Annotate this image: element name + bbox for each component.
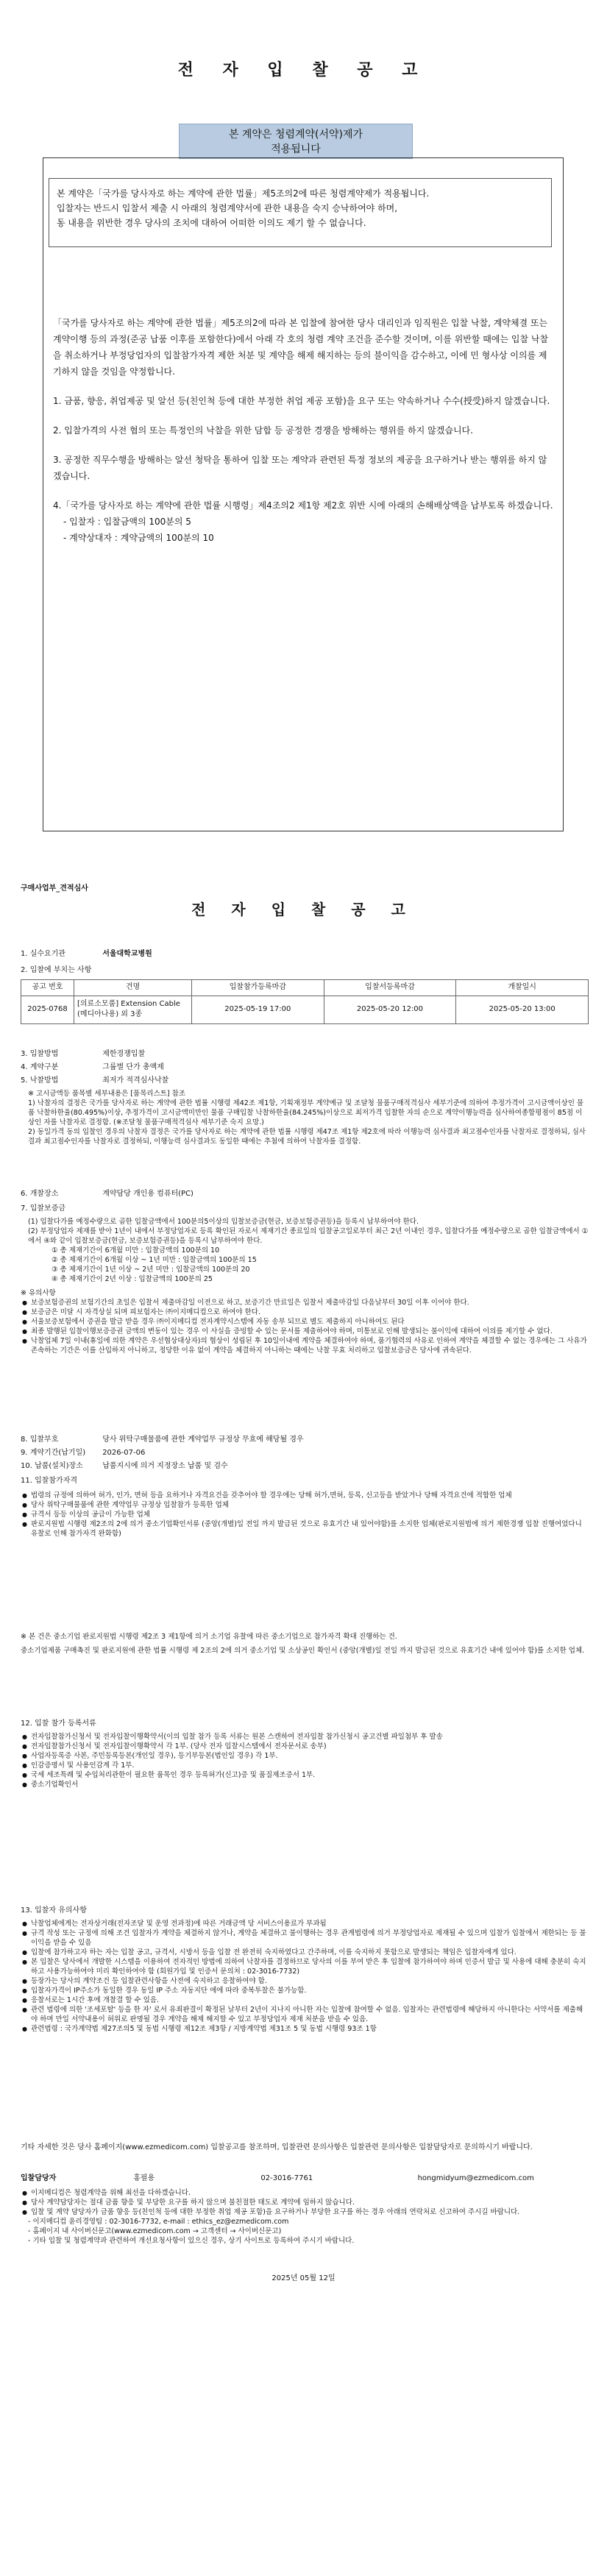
spec-value: 당사 위탁구매물품에 관한 계약업무 규정상 무효에 해당될 경우 [102, 1436, 304, 1444]
place-label: 10. 납품(설치)장소 [21, 1462, 83, 1470]
docs-5: ● 국세 세조특례 및 수입처리관한이 필요한 품목인 경우 등록허가(신고)증 및 품질제조증서 1부. [21, 1770, 589, 1780]
cell-notice-no: 2025-0768 [21, 996, 74, 1023]
pledge-intro: 「국가를 당사자로 하는 계약에 관한 법률」제5조의2에 따라 본 입찰에 참여한 당사 대리인과 임직원은 입찰 낙찰, 계약체결 또는 계약이행 등의 과정(준공 납품 이후를 포함한다)에서 아래 각 호의 청렴 계약 조건을 준수할 것이며, 이를 위반할 때에는 입찰 낙찰을 취소하거나 부정당업자의 입찰참가자격 제한 처분 및 계약을 해제 해지하는 등의 불이익을 감수하고, 이에 민 형사상 이의를 제기하지 않을 것임을 약정합니다. [53, 318, 549, 377]
award-label: 5. 낙찰방법 [21, 1076, 59, 1085]
bid-title: 전 자 입 찰 공 고 [191, 901, 416, 918]
foot-1: ● 이지메디컴은 청렴계약을 위해 최선을 다하겠습니다. [21, 2188, 589, 2198]
th-bid-deadline: 입찰서등록마감 [324, 980, 456, 996]
pledge-terms [53, 315, 553, 546]
sme-note-2: 중소기업제품 구매촉진 및 판로지원에 관한 법률 시행령 제 2조의 2에 의거 중소기업 및 소상공인 확인서 (중앙(개별)일 전일 까지 발급된 것으로 유효기간 내에 있어야 함)를 소지한 업체. [21, 1647, 585, 1655]
method-row [21, 1049, 145, 1060]
contact-row [21, 2174, 589, 2184]
method-label: 3. 입찰방법 [21, 1050, 59, 1058]
notes-7: ● 응찰서로는 1시간 후에 개찰결 할 수 있음. [21, 1995, 589, 2005]
org-value: 서울대학교병원 [102, 950, 152, 958]
period-label: 9. 계약기간(납기일) [21, 1449, 86, 1457]
period-row [21, 1448, 145, 1459]
deposit-2: (2) 부정당업자 제재를 받아 1년이 내에서 부정당업자로 등록 확인된 자로서 제재기간 종료일의 입찰공고일로부터 최근 2년 이내인 경우, 입찰다가를 예정수량으로 곱한 입찰금액에서 ①에서 ④와 같이 입찰보증금(현금, 보증보험증권등)을 등록시 납부하여야 한다. [28, 1227, 589, 1245]
period-value: 2026-07-06 [102, 1449, 146, 1457]
th-item-name: 건명 [74, 980, 192, 996]
th-reg-deadline: 입찰참가등록마감 [192, 980, 324, 996]
foot-5[interactable]: - 홈페이지 내 사이버신문고(www.ezmedicom.com → 고객센터 → 사이버신문고) [28, 2227, 282, 2235]
org-row [21, 949, 152, 960]
caution-5: ● 낙찰업체 7일 이내(휴일에 의한 계약은 우선협상대상자)의 협상이 성립된 후 10일이내에 계약을 체결하여야 하며, 품기협력의 사유로 인하여 계약을 체결할 수 없는 경우에는 그 사유가 존속하는 기간은 이를 산입하지 아니하고, 정당한 이유 없이 계약을 체결하지 아니하는 때에는 낙찰 무효 처리하고 입찰보증금은 당사에 귀속된다. [21, 1336, 589, 1355]
spec-row [21, 1435, 304, 1446]
caution-2: ● 보증금은 미달 시 자격상실 되며 피보험자는 ㈜이지메디컴으로 하여야 한다. [21, 1307, 589, 1317]
notes-block [21, 1919, 589, 2034]
docs-4: ● 인감증명서 및 사용인감계 각 1부. [21, 1761, 589, 1770]
foot-2: ● 당사 계약담당자는 절대 금품 향응 및 부당한 요구를 하지 않으며 불친절한 태도로 계약에 임하지 않습니다. [21, 2198, 589, 2207]
table-header-row [21, 980, 589, 996]
cell-reg-deadline: 2025-05-19 17:00 [192, 996, 324, 1023]
foot-block [21, 2188, 589, 2246]
notes-label: 13. 입찰자 유의사항 [21, 1906, 87, 1915]
contract-value: 그룹별 단가 총액제 [102, 1063, 164, 1071]
sme-block [21, 1632, 589, 1656]
notice-title: 전 자 입 찰 공 고 [177, 61, 430, 79]
inner-line-3: 동 내용을 위반한 경우 당사의 조치에 대하여 어떠한 이의도 제기 할 수 없습니다. [57, 218, 366, 228]
award-notes [21, 1089, 589, 1146]
docs-label: 12. 입찰 참가 등록서류 [21, 1720, 96, 1728]
banner-line-1: 본 계약은 청렴계약(서약)제가 [228, 129, 363, 141]
notes-1: ● 낙찰업체에게는 전자상거래(전자조달 및 운영 전과정)에 따른 거래금액 당 서비스이용료가 부과됨 [21, 1919, 589, 1929]
notes-8: ● 관련 법령에 의한 '조세포탈' 등을 한 자' 로서 유죄판결이 확정된 날부터 2년이 지나지 아니한 자는 입찰에 참여할 수 없음. 입찰자는 관련법령에 해당하지 아니한다는 서약서를 제출해야 하며 만일 서약내용이 허위로 판명될 경우 계약을 해제 해지할 수 있고 부정당업자 제재 처분을 받을 수 있음. [21, 2005, 589, 2024]
caution-title: ※ 유의사항 [21, 1289, 56, 1297]
deposit-1: (1) 입찰다가를 예정수량으로 곱한 입찰금액에서 100분의5이상의 입찰보증금(현금, 보증보험증권등)을 등록시 납부하여야 한다. [28, 1218, 419, 1226]
award-note-3: 2) 동일가격 동의 입찰인 경우의 낙찰자 결정은 국가를 당사자로 하는 계약에 관한 법률 시행령 제47조 제1항 제2호에 따라 이행능력 심사결과 최고점수인자를 낙찰자로 결정하되, 심사결과 최고점수인자를 낙찰자로 결정하되, 이행능력 심사결과도 동일한 때에는 추첨에 의하여 낙찰자를 결정함. [28, 1128, 586, 1146]
notes-2: ● 규격 작성 또는 규정에 의해 조건 입찰자가 계약을 체결하지 않거나, 계약을 체결하고 불이행하는 경우 관계법령에 의거 부정당업자로 제재될 수 있으며 입찰가 입찰에서 제한되는 등 불이익을 받을 수 있음 [21, 1929, 589, 1948]
table-row [21, 996, 589, 1023]
pledge-term-4b: - 계약상대자 : 계약금액의 100분의 10 [63, 533, 214, 543]
award-value: 최저가 적격심사낙찰 [102, 1076, 169, 1085]
banner-line-2: 적용됩니다 [271, 143, 321, 155]
pledge-term-1: 1. 금품, 향응, 취업제공 및 알선 등(친인척 등에 대한 부정한 취업 제공 포함)을 요구 또는 약속하거나 수수(授受)하지 않겠습니다. [53, 396, 550, 406]
award-note-2: 1) 낙찰자의 결정은 국가를 당사자로 하는 계약에 관한 법률 시행령 제42조 제1항, 기획재정부 계약예규 및 조달청 물품구매적격심사 세부기준에 의하여 추정가격이 고시금액이상인 물품 낙찰하한율(80.495%)이상, 추정가격이 고시금액미만인 물품 구매입찰 낙찰하한율(84.245%)이상으로 최저가격 입찰한 자의 순으로 계약이행능력을 심사하여종합평점이 85점 이상인 자를 낙찰자로 결정함. (※조달청 물품구매적격심사 세부기준 숙지 요망.) [28, 1099, 584, 1126]
docs-3: ● 사업자등록증 사본, 주민등록등본(개인일 경우), 등기부등본(법인일 경우) 각 1부. [21, 1751, 589, 1761]
qual-2: ● 당사 위탁구매물품에 관한 계약업무 규정상 입찰참가 등록한 업체 [21, 1500, 589, 1510]
notes-3: ● 입찰에 참가하고자 하는 자는 입찰 공고, 규격서, 시방서 등을 입찰 전 완전히 숙지하였다고 간주하며, 이를 숙지하지 못함으로 발생되는 책임은 입찰자에게 있다. [21, 1948, 589, 1957]
pledge-term-4a: - 입찰자 : 입찰금액의 100분의 5 [63, 517, 191, 527]
open-value: 계약담당 개인용 컴퓨터(PC) [102, 1190, 194, 1198]
foot-4: - 이지메디컴 윤리경영팀 : 02-3016-7732, e-mail : ethics_ez@ezmedicom.com [28, 2218, 289, 2226]
method-value: 제한경쟁입찰 [102, 1050, 146, 1058]
notice-date: 2025년 05월 12일 [271, 2274, 336, 2282]
open-row [21, 1189, 194, 1200]
foot-6: - 기타 입찰 및 청렴계약과 관련하여 개선요청사항이 있으신 경우, 상기 사이트로 등록하여 주시기 바랍니다. [28, 2237, 355, 2245]
th-opening: 개찰일시 [456, 980, 589, 996]
pledge-term-3: 3. 공정한 직무수행을 방해하는 알선 청탁을 통하여 입찰 또는 계약과 관련된 특정 정보의 제공을 요구하거나 받는 행위를 하지 않겠습니다. [53, 455, 547, 481]
contact-name: 홍필용 [133, 2174, 155, 2182]
caution-4: ● 최종 발행된 입찰이행보증증권 금액의 변동이 있는 경우 이 사실을 증빙할 수 있는 문서를 제출하여야 하며, 미통보로 인해 발생되는 불이익에 대하여 이의를 제기할 수 없다. [21, 1327, 589, 1336]
sme-note: ※ 본 건은 중소기업 판로지원법 시행령 제2조 3 제1항에 의거 소기업 유찰에 따른 중소기업으로 참가자격 확대 진행하는 건. [21, 1633, 397, 1641]
notes-4: ● 본 입찰은 당사에서 개발한 시스템을 이용하여 전자적인 방법에 의하여 낙찰자를 결정하므로 당사의 이를 부여 받은 후 입찰에 참가하여야 하며 인증서 발급 및 사용에 대해 충분히 숙지하고 사용가능하여야 미리 확인하여야 함 (회원가입 및 인증서 문의처 : 02-3016-7732) [21, 1957, 589, 1976]
pledge-banner [179, 124, 413, 159]
docs-1: ● 전자입찰참가신청서 및 전자입찰이행확약서(이의 입찰 참가 등록 서류는 원본 스캔하여 전자입찰 참가신청시 공고건별 파일첨부 후 발송 [21, 1732, 589, 1742]
qual-label: 11. 입찰참가자격 [21, 1477, 78, 1485]
docs-block [21, 1732, 589, 1789]
place-row [21, 1461, 228, 1472]
pledge-term-2: 2. 입찰가격의 사전 협의 또는 특정인의 낙찰을 위한 담합 등 공정한 경쟁을 방해하는 행위를 하지 않겠습니다. [53, 425, 473, 436]
deposit-label: 7. 입찰보증금 [21, 1204, 66, 1213]
spec-label: 8. 입찰부호 [21, 1436, 59, 1444]
place-value: 납품지시에 의거 지정장소 납품 및 검수 [102, 1462, 228, 1470]
caution-3: ● 서울보증보험에서 증권을 발급 받을 경우 ㈜이지메디컴 전자계약시스템에 자동 송부 되므로 별도 제출하지 아니하여도 된다 [21, 1317, 589, 1327]
inner-line-1: 본 계약은「국가를 당사자로 하는 계약에 관한 법률」제5조의2에 따른 청렴계약제가 적용됩니다. [57, 188, 430, 199]
inner-line-2: 입찰자는 반드시 입찰서 제출 시 아래의 청렴계약서에 관한 내용을 숙지 승낙하여야 하며, [57, 203, 398, 213]
qual-1: ● 법령의 규정에 의하여 허가, 인가, 면허 등을 요하거나 자격요건을 갖추어야 할 경우에는 당해 허가,면허, 등록, 신고등을 받았거나 당해 자격요건에 적합한 업체 [21, 1491, 589, 1500]
th-notice-no: 공고 번호 [21, 980, 74, 996]
cell-bid-deadline: 2025-05-20 12:00 [324, 996, 456, 1023]
deposit-2a: ① 총 제재기간이 6개월 미만 : 입찰금액의 100분의 10 [52, 1246, 220, 1255]
docs-2: ● 전자입찰참가신청서 및 전자입찰이행확약서 각 1부. (당사 전자 입찰시스템에서 전자문서로 송부) [21, 1742, 589, 1751]
contract-label: 4. 계약구분 [21, 1063, 59, 1071]
qual-block [21, 1491, 589, 1539]
caution-1: ● 보증보험증권의 보험기간의 초일은 입찰서 제출마감일 이전으로 하고, 보증기간 만료일은 입찰서 제출마감일 다음날부터 30일 이후 이어야 한다. [21, 1298, 589, 1307]
contact-phone: 02-3016-7761 [260, 2174, 313, 2182]
award-note-1: ※ 고시금액등 품목별 세부내용은 [품목리스트] 참조 [28, 1090, 186, 1098]
deposit-2c: ③ 총 제재기간이 1년 이상 ~ 2년 미만 : 입찰금액의 100분의 20 [52, 1266, 250, 1274]
org-label: 1. 실수요기관 [21, 950, 66, 958]
docs-6: ● 중소기업확인서 [21, 1780, 589, 1789]
notes-5: ● 등장가는 당사의 계약조건 등 입찰관련사항을 사전에 숙지하고 응찰하여야 함. [21, 1976, 589, 1986]
cell-opening: 2025-05-20 13:00 [456, 996, 589, 1023]
department: 구매사업부_견적심사 [21, 884, 88, 893]
items-label: 2. 입찰에 부치는 사항 [21, 966, 92, 974]
qual-4: ● 판로지원법 시행령 제2조의 2에 의거 중소기업확인서류 (중앙(개별)일 전일 까지 발급된 것으로 유효기간 내 있어야함)를 소지한 업체(판로지원법에 의거 제한경쟁 입찰 진행여었다니 유찰로 인해 참가자격 완화함) [21, 1519, 589, 1539]
foot-3: ● 입찰 및 계약 담당자가 금품 향응 등(친인척 등에 대한 부정한 취업 제공 포함)을 요구하거나 부당한 요구를 하는 경우 아래의 연락처로 신고하여 주시길 바랍니다. [21, 2207, 589, 2217]
cell-item-name[interactable]: [의료소모품] Extension Cable (메디아나용) 외 3종 [74, 996, 192, 1023]
qual-3: ● 규격서 등등 이상의 공급이 가능한 업체 [21, 1510, 589, 1519]
bid-items-table [21, 979, 589, 1024]
notes-6: ● 입찰자가격이 IP주소가 동일한 경우 동일 IP 주소 자동지단 에에 따라 중복투찰은 불가능함. [21, 1986, 589, 1995]
award-row [21, 1076, 168, 1087]
contact-email[interactable]: hongmidyum@ezmedicom.com [417, 2174, 534, 2182]
inquiry-text: 기타 자세한 것은 당사 홈페이지(www.ezmedicom.com) 입찰공고를 참조하며, 입찰관련 문의사항은 입찰관련 문의사항은 입찰담당자로 문의하시기 바랍니다. [21, 2143, 533, 2151]
open-label: 6. 개찰장소 [21, 1190, 59, 1198]
contract-row [21, 1062, 164, 1074]
contact-role: 입찰담당자 [21, 2174, 57, 2182]
deposit-block [21, 1217, 589, 1355]
pledge-inner-box [49, 178, 552, 247]
deposit-2b: ② 총 제재기간이 6개월 이상 ~ 1년 미만 : 입찰금액의 100분의 15 [52, 1256, 257, 1264]
notes-9: ● 관련법령 : 국가계약법 제27조의5 및 동법 시행령 제12조 제3항 / 지방계약법 제31조 5 및 동법 시행령 93조 1항 [21, 2024, 589, 2034]
deposit-2d: ④ 총 제재기간이 2년 이상 : 입찰금액의 100분의 25 [52, 1275, 213, 1283]
pledge-term-4: 4.「국가를 당사자로 하는 계약에 관한 법률 시행령」제4조의2 제1항 제2호 위반 시에 아래의 손해배상액을 납부토록 하겠습니다. [53, 500, 553, 511]
